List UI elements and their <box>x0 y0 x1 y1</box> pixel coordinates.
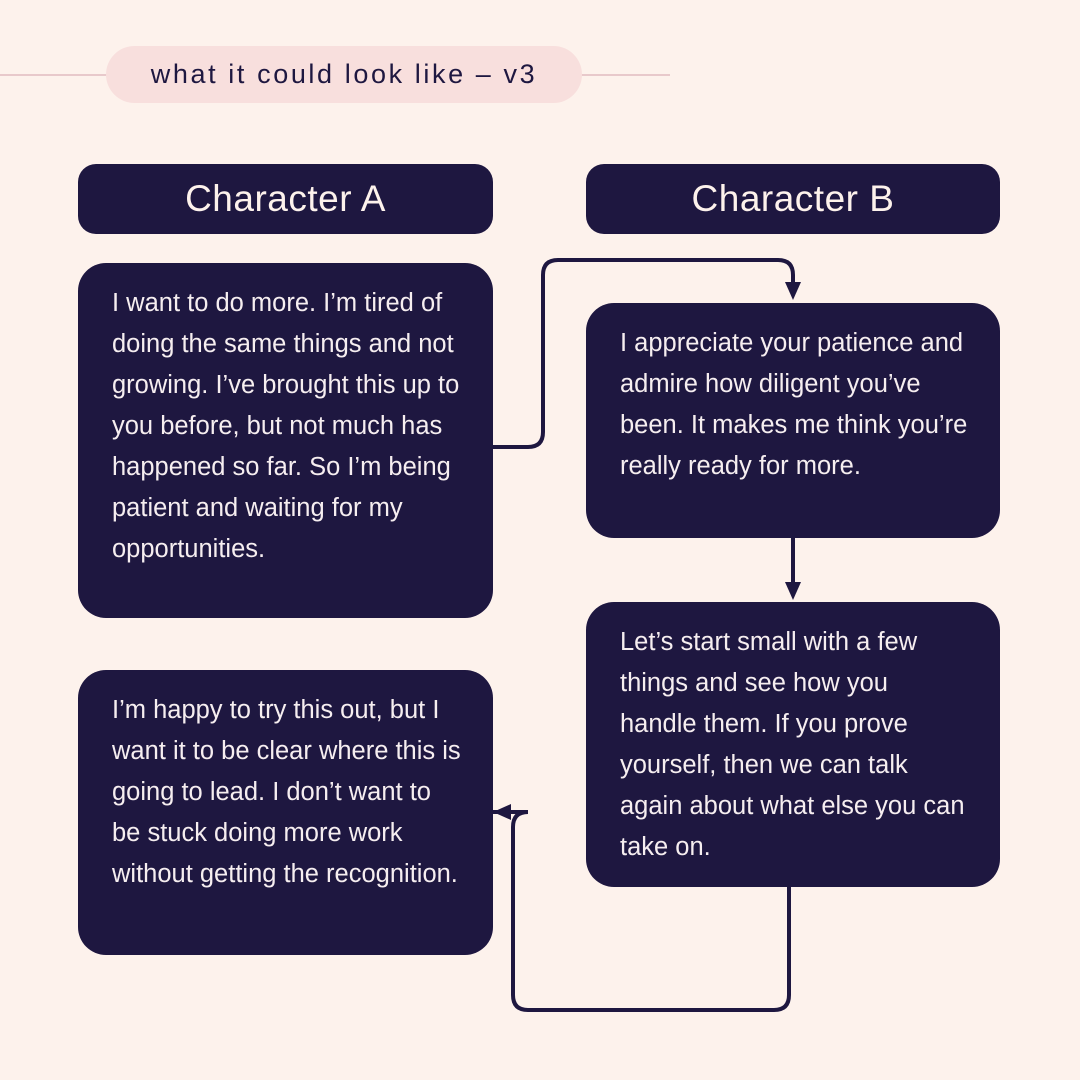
message-bubble: Let’s start small with a few things and see how you handle them. If you prove yourself, then we can talk again about what else you can take on. <box>586 602 1000 887</box>
message-bubble: I appreciate your patience and admire how diligent you’ve been. It makes me think you’re really ready for more. <box>586 303 1000 538</box>
column-header-character-b <box>586 164 1000 234</box>
page-title: what it could look like – v3 <box>150 59 538 89</box>
column-title-b: Character B <box>691 178 895 219</box>
column-header-character-a <box>78 164 493 234</box>
message-bubble: I’m happy to try this out, but I want it to be clear where this is going to lead. I don’t want to be stuck doing more work without getting the recognition. <box>78 670 493 955</box>
message-bubble: I want to do more. I’m tired of doing the same things and not growing. I’ve brought this up to you before, but not much has happened so far. So I’m being patient and waiting for my opportunities. <box>78 263 493 618</box>
header-pill <box>106 46 582 103</box>
column-title-a: Character A <box>185 178 386 219</box>
